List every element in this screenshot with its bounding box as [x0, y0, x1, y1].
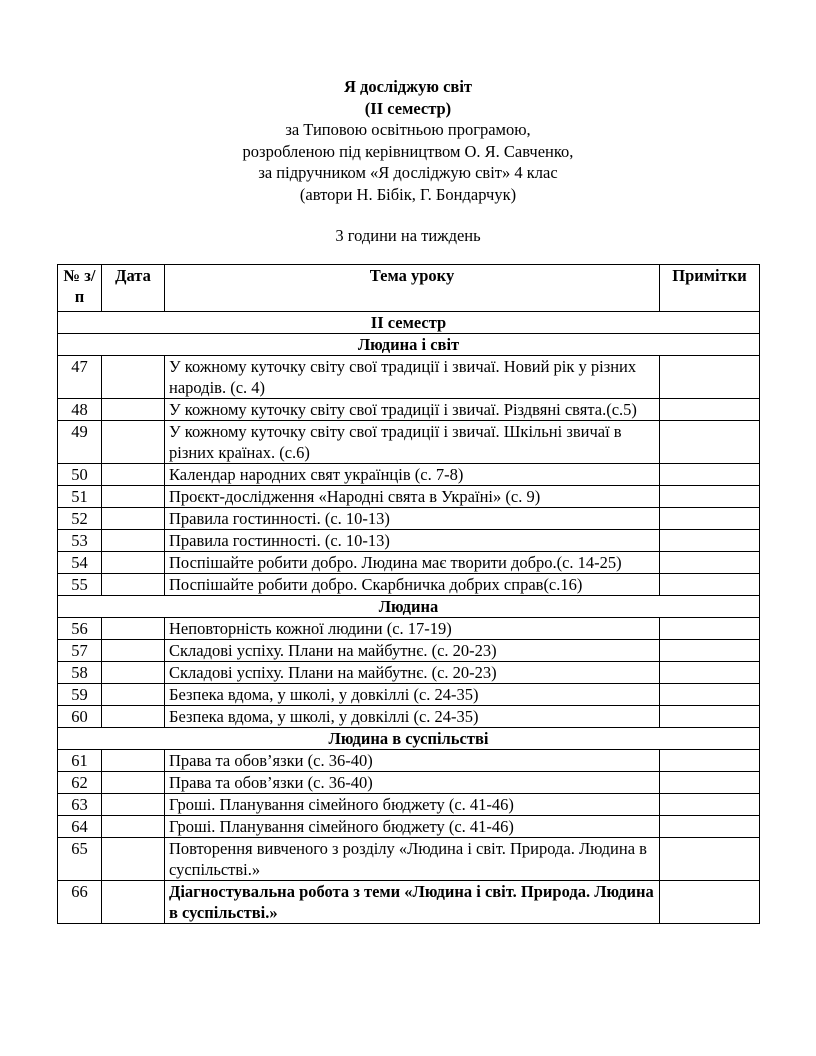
hours-per-week: 3 години на тиждень — [335, 226, 481, 245]
lesson-topic: Складові успіху. Плани на майбутнє. (с. 20-23) — [165, 640, 660, 662]
lesson-number: 51 — [58, 486, 102, 508]
lesson-number: 65 — [58, 838, 102, 881]
lesson-number: 56 — [58, 618, 102, 640]
table-row — [58, 750, 760, 772]
lesson-number: 50 — [58, 464, 102, 486]
lesson-notes — [660, 684, 760, 706]
lesson-topic: Безпека вдома, у школі, у довкіллі (с. 24-35) — [165, 684, 660, 706]
lesson-date — [102, 486, 165, 508]
lesson-date — [102, 750, 165, 772]
lesson-number: 58 — [58, 662, 102, 684]
lesson-number: 64 — [58, 816, 102, 838]
lesson-notes — [660, 508, 760, 530]
lesson-date — [102, 574, 165, 596]
lesson-date — [102, 464, 165, 486]
lesson-number: 57 — [58, 640, 102, 662]
lesson-topic: Поспішайте робити добро. Скарбничка добрих справ(с.16) — [165, 574, 660, 596]
lesson-number: 48 — [58, 399, 102, 421]
table-row — [58, 816, 760, 838]
lesson-notes — [660, 881, 760, 924]
semester-row — [58, 312, 760, 334]
lesson-topic: Повторення вивченого з розділу «Людина і світ. Природа. Людина в суспільстві.» — [165, 838, 660, 881]
lesson-number: 63 — [58, 794, 102, 816]
table-row — [58, 772, 760, 794]
lesson-topic: У кожному куточку світу свої традиції і звичаї. Новий рік у різних народів. (с. 4) — [165, 356, 660, 399]
document-title: Я досліджую світ — [343, 77, 473, 96]
lesson-notes — [660, 421, 760, 464]
section-title: Людина в суспільстві — [58, 728, 760, 750]
header-topic: Тема уроку — [165, 265, 660, 312]
lesson-topic: Неповторність кожної людини (с. 17-19) — [165, 618, 660, 640]
table-row — [58, 464, 760, 486]
lesson-notes — [660, 816, 760, 838]
lesson-notes — [660, 772, 760, 794]
table-row — [58, 881, 760, 924]
lesson-topic: Діагностувальна робота з теми «Людина і світ. Природа. Людина в суспільстві.» — [165, 881, 660, 924]
lesson-topic: Гроші. Планування сімейного бюджету (с. 41-46) — [165, 794, 660, 816]
document-header — [0, 76, 816, 205]
lesson-date — [102, 508, 165, 530]
lesson-notes — [660, 706, 760, 728]
authors-line: (автори Н. Бібік, Г. Бондарчук) — [299, 184, 517, 204]
lesson-topic: Складові успіху. Плани на майбутнє. (с. 20-23) — [165, 662, 660, 684]
header-notes: Примітки — [660, 265, 760, 312]
lesson-date — [102, 772, 165, 794]
table-row — [58, 508, 760, 530]
table-row — [58, 838, 760, 881]
lesson-topic: Правила гостинності. (с. 10-13) — [165, 508, 660, 530]
table-row — [58, 662, 760, 684]
lesson-date — [102, 838, 165, 881]
section-title: Людина і світ — [58, 334, 760, 356]
lesson-notes — [660, 794, 760, 816]
lesson-notes — [660, 464, 760, 486]
lesson-number: 47 — [58, 356, 102, 399]
section-row — [58, 334, 760, 356]
lesson-date — [102, 552, 165, 574]
table-header-row — [58, 265, 760, 312]
lesson-number: 61 — [58, 750, 102, 772]
lesson-topic: Календар народних свят українців (с. 7-8) — [165, 464, 660, 486]
lesson-date — [102, 816, 165, 838]
lesson-topic: Правила гостинності. (с. 10-13) — [165, 530, 660, 552]
table-row — [58, 640, 760, 662]
supervisor-line: розробленою під керівництвом О. Я. Савченко, — [242, 141, 574, 161]
lesson-date — [102, 662, 165, 684]
table-row — [58, 684, 760, 706]
lesson-notes — [660, 838, 760, 881]
section-row — [58, 728, 760, 750]
lesson-date — [102, 684, 165, 706]
lesson-topic: Права та обов’язки (с. 36-40) — [165, 772, 660, 794]
lesson-number: 55 — [58, 574, 102, 596]
lesson-number: 53 — [58, 530, 102, 552]
lesson-notes — [660, 750, 760, 772]
lesson-notes — [660, 552, 760, 574]
table-row — [58, 552, 760, 574]
table-row — [58, 399, 760, 421]
table-row — [58, 486, 760, 508]
section-title: Людина — [58, 596, 760, 618]
lesson-notes — [660, 486, 760, 508]
table-row — [58, 530, 760, 552]
lesson-date — [102, 421, 165, 464]
lesson-date — [102, 706, 165, 728]
lesson-topic: У кожному куточку світу свої традиції і звичаї. Різдвяні свята.(с.5) — [165, 399, 660, 421]
lesson-number: 52 — [58, 508, 102, 530]
textbook-line: за підручником «Я досліджую світ» 4 клас — [258, 163, 558, 182]
lesson-topic: Безпека вдома, у школі, у довкіллі (с. 24-35) — [165, 706, 660, 728]
lesson-notes — [660, 640, 760, 662]
lesson-notes — [660, 356, 760, 399]
semester-subtitle: (ІІ семестр) — [364, 98, 452, 118]
lesson-number: 54 — [58, 552, 102, 574]
program-line: за Типовою освітньою програмою, — [285, 120, 531, 139]
lesson-topic: У кожному куточку світу свої традиції і звичаї. Шкільні звичаї в різних країнах. (с.6) — [165, 421, 660, 464]
lesson-notes — [660, 574, 760, 596]
lesson-notes — [660, 530, 760, 552]
lesson-date — [102, 640, 165, 662]
lesson-topic: Права та обов’язки (с. 36-40) — [165, 750, 660, 772]
header-number: № з/п — [58, 265, 102, 312]
lesson-date — [102, 881, 165, 924]
header-date: Дата — [102, 265, 165, 312]
lesson-date — [102, 530, 165, 552]
lesson-date — [102, 399, 165, 421]
lesson-notes — [660, 399, 760, 421]
table-row — [58, 356, 760, 399]
lesson-number: 60 — [58, 706, 102, 728]
lesson-number: 49 — [58, 421, 102, 464]
lesson-date — [102, 794, 165, 816]
table-row — [58, 574, 760, 596]
lesson-topic: Проєкт-дослідження «Народні свята в Україні» (с. 9) — [165, 486, 660, 508]
lesson-number: 66 — [58, 881, 102, 924]
lesson-number: 59 — [58, 684, 102, 706]
lesson-date — [102, 618, 165, 640]
lesson-plan-table — [57, 264, 760, 924]
lesson-notes — [660, 618, 760, 640]
table-row — [58, 421, 760, 464]
lesson-number: 62 — [58, 772, 102, 794]
lesson-date — [102, 356, 165, 399]
section-row — [58, 596, 760, 618]
table-row — [58, 618, 760, 640]
lesson-topic: Гроші. Планування сімейного бюджету (с. 41-46) — [165, 816, 660, 838]
table-row — [58, 794, 760, 816]
table-row — [58, 706, 760, 728]
lesson-topic: Поспішайте робити добро. Людина має творити добро.(с. 14-25) — [165, 552, 660, 574]
lesson-notes — [660, 662, 760, 684]
semester-cell: ІІ семестр — [58, 312, 760, 334]
